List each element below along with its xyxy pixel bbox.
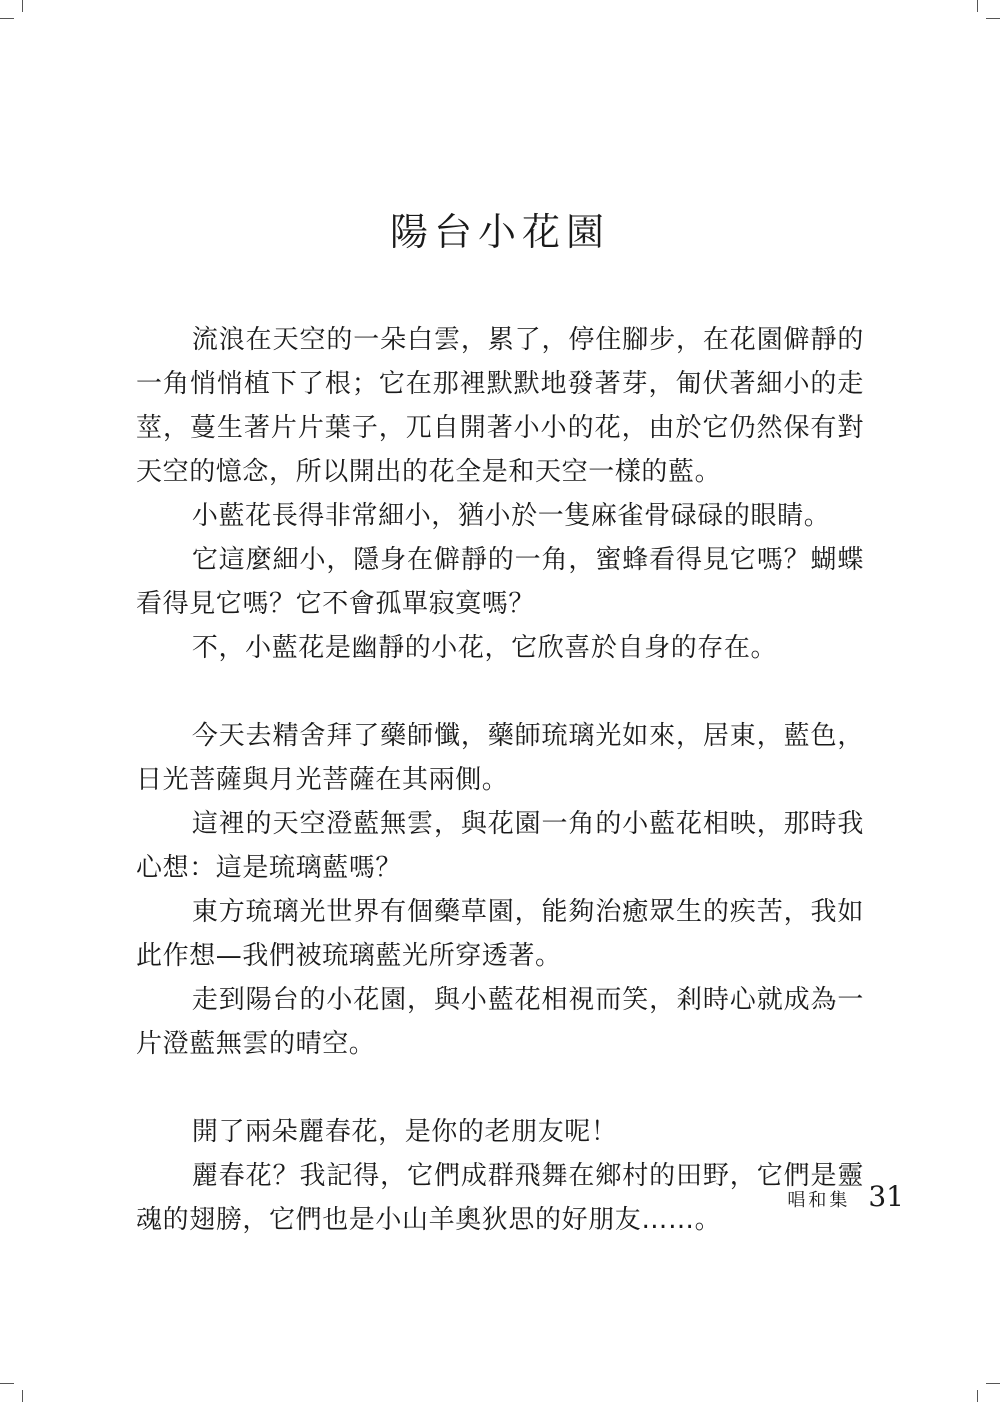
running-footer-book-title: 唱和集 — [787, 1190, 851, 1211]
section-break — [136, 1066, 864, 1110]
paragraph: 流浪在天空的一朵白雲，累了，停住腳步，在花園僻靜的一角悄悄植下了根；它在那裡默默地發著芽，匍伏著細小的走莖，蔓生著片片葉子，兀自開著小小的花，由於它仍然保有對天空的憶念，所以開出的花全是和天空一樣的藍。 — [136, 325, 864, 487]
crop-mark-bottom-left-h — [0, 1383, 14, 1384]
chapter-title: 陽台小花園 — [389, 210, 610, 254]
crop-mark-top-right-v — [977, 0, 978, 12]
crop-mark-top-left-h — [0, 18, 14, 19]
paragraph: 不，小藍花是幽靜的小花，它欣喜於自身的存在。 — [191, 633, 778, 663]
section-break — [136, 670, 864, 714]
crop-mark-bottom-left-v — [22, 1390, 23, 1402]
crop-mark-bottom-right-h — [986, 1383, 1000, 1384]
crop-mark-top-left-v — [22, 0, 23, 12]
paragraph: 今天去精舍拜了藥師懺，藥師琉璃光如來，居東，藍色，日光菩薩與月光菩薩在其兩側。 — [136, 721, 864, 795]
paragraph: 麗春花？我記得，它們成群飛舞在鄉村的田野，它們是靈魂的翅膀，它們也是小山羊奧狄思的好朋友……。 — [136, 1161, 864, 1235]
paragraph: 小藍花長得非常細小，猶小於一隻麻雀骨碌碌的眼睛。 — [191, 501, 831, 531]
crop-mark-top-right-h — [986, 18, 1000, 19]
chapter-body — [136, 318, 864, 1242]
paragraph: 開了兩朵麗春花，是你的老朋友呢！ — [191, 1117, 618, 1147]
paragraph: 這裡的天空澄藍無雲，與花園一角的小藍花相映，那時我心想：這是琉璃藍嗎？ — [136, 809, 864, 883]
page-number: 31 — [868, 1180, 904, 1213]
crop-mark-bottom-right-v — [977, 1390, 978, 1402]
paragraph: 走到陽台的小花園，與小藍花相視而笑，剎時心就成為一片澄藍無雲的晴空。 — [136, 985, 864, 1059]
paragraph: 東方琉璃光世界有個藥草園，能夠治癒眾生的疾苦，我如此作想—我們被琉璃藍光所穿透著。 — [136, 897, 864, 971]
page-footer — [787, 1180, 904, 1213]
paragraph: 它這麼細小，隱身在僻靜的一角，蜜蜂看得見它嗎？蝴蝶看得見它嗎？它不會孤單寂寞嗎？ — [136, 545, 864, 619]
